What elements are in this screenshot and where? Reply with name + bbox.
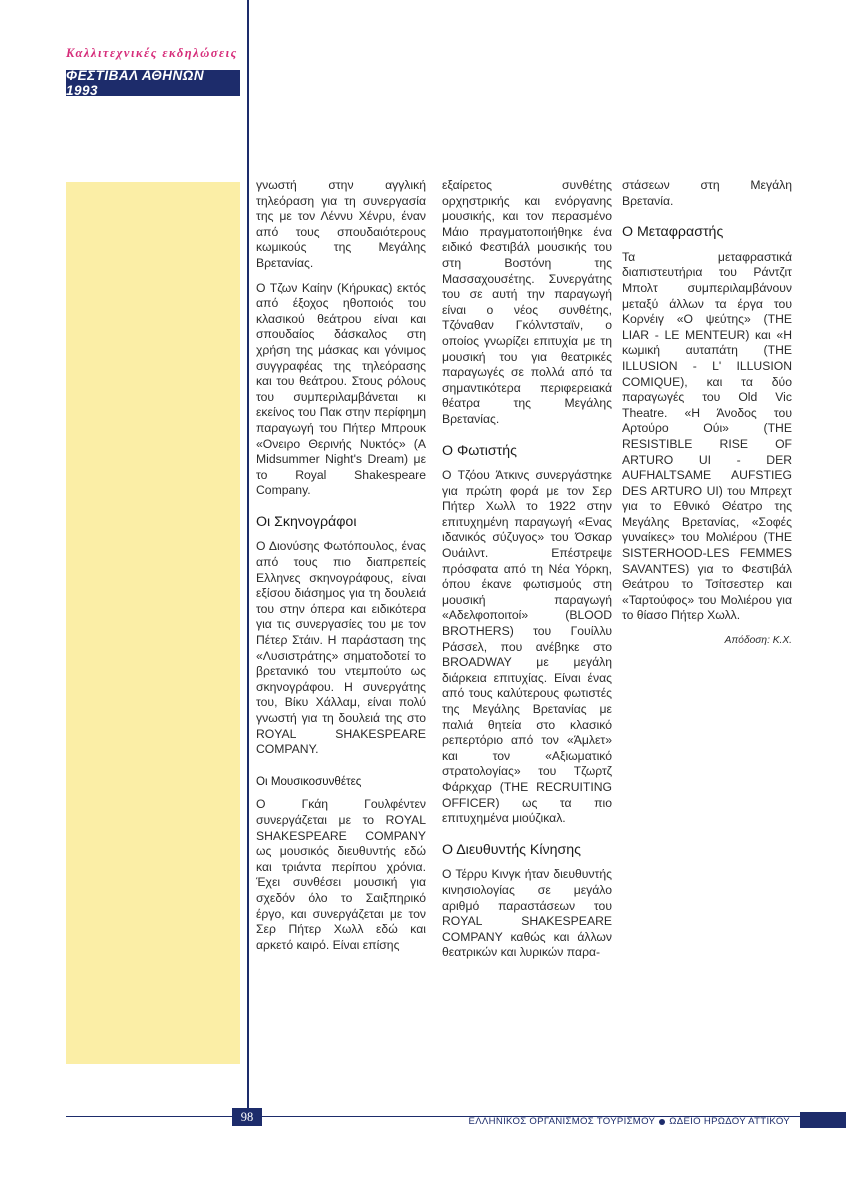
text-column-2	[442, 178, 612, 970]
credit-line: Απόδοση: Κ.Χ.	[724, 635, 792, 647]
paragraph: γνωστή στην αγγλική τηλεόραση για τη συνεργασία της με τον Λέννυ Χένρυ, έναν από τους σπουδαιότερους κωμικούς της Μεγάλης Βρετανίας.	[256, 178, 426, 270]
heading-composers: Οι Μουσικοσυνθέτες	[256, 774, 362, 788]
heading-lighting: Ο Φωτιστής	[442, 442, 518, 459]
text-column-1	[256, 178, 426, 962]
paragraph: Ο Τζόου Άτκινς συνεργάστηκε για πρώτη φορά με τον Σερ Πήτερ Χωλλ το 1922 στην επιτυχημένη παραγωγή «Ενας ιδανικός σύζυγος» του Όσκαρ Ουάιλντ. Επέστρεψε πρόσφατα από τη Νέα Υόρκη, όπου έκανε φωτισμούς στη μουσική παραγωγή «Αδελφοποιτοί» (BLOOD BROTHERS) του Γουίλλυ Ράσσελ, που ανέβηκε στο BROADWAY με μεγάλη διάρκεια επιτυχίας. Είναι ένας από τους καλύτερους φωτιστές της Μεγάλης Βρετανίας με παλιά θητεία στο κλασικό ρεπερτόριο από τον «Άμλετ» και τον «Αξιωματικό στρατολογίας» του Τζωρτζ Φάρκχαρ (THE RECRUITING OFFICER) ως τα πιο επιτυχημένα μιούζικαλ.	[442, 468, 612, 826]
paragraph: Ο Τζων Καίην (Κήρυκας) εκτός από έξοχος ηθοποιός του κλασικού θεάτρου είναι και σπουδαίος δάσκαλος στη χρήση της μάσκας και γόνιμος συγγραφέας της τηλεόρασης και του θεάτρου. Στους ρόλους του συμπεριλαμβάνεται κι εκείνος του Πακ στην περίφημη παραγωγή του Πήτερ Μπρουκ «Ονειρο Θερινής Νυκτός» (A Midsummer Night's Dream) με το Royal Shakespeare Company.	[256, 280, 426, 498]
heading-set-designers: Οι Σκηνογράφοι	[256, 513, 357, 530]
yellow-decor-strip	[66, 182, 240, 1064]
footer-venue: ΩΔΕΙΟ ΗΡΩΔΟΥ ΑΤΤΙΚΟΥ	[669, 1116, 790, 1127]
text-column-3	[622, 178, 792, 658]
paragraph: Τα μεταφραστικά διαπιστευτήρια του Ράντζιτ Μπολτ συμπεριλαμβάνουν μεταξύ άλλων τα έργα του Κορνέιγ «Ο ψεύτης» (THE LIAR - LE MENTEUR) και «Η κωμική αυταπάτη (THE ILLUSION - L' ILLUSION COMIQUE), και τα δύο παραγωγές του Old Vic Theatre. «Η Άνοδος του Αρτούρο Ούι» (THE RESISTIBLE RISE OF ARTURO UI - DER AUFHALTSAME AUFSTIEG DES ARTURO UI) του Μπρεχτ για το Εθνικό Θέατρο της Μεγάλης Βρετανίας, «Σοφές γυναίκες» του Μολιέρου (THE SISTERHOOD-LES FEMMES SAVANTES) για το Φεστιβάλ Θεάτρου το Τσίτσεστερ και «Ταρτούφος» του Μολιέρου για το θίασο Πήτερ Χωλλ.	[622, 249, 792, 623]
section-kicker: Καλλιτεχνικές εκδηλώσεις	[66, 46, 238, 60]
footer-text	[440, 1116, 790, 1127]
vertical-rule	[247, 0, 249, 1116]
paragraph: εξαίρετος συνθέτης ορχηστρικής και ενόργανης μουσικής, και τον περασμένο Μάιο πραγματοποιήθηκε ένα ειδικό Φεστιβάλ μουσικής του στη Βοστόνη της Μασσαχουσέτης. Συνεργάτης του σε αυτή την παραγωγή είναι ο νέος συνθέτης, Τζόναθαν Γκόλντσταϊν, ο οποίος γνωρίζει επιτυχία με τη μουσική του για θεατρικές παραγωγές σε πολλά από τα σημαντικότερα περιφερειακά θέατρα της Μεγάλης Βρετανίας.	[442, 178, 612, 426]
paragraph: Ο Διονύσης Φωτόπουλος, ένας από τους πιο διαπρεπείς Ελληνες σκηνογράφους, είναι εξίσου διάσημος για τη δουλειά του στην όπερα και ειδικότερα για τις συνεργασίες του με τον Πέτερ Στάιν. Η παράσταση της «Λυσιστράτης» σηματοδοτεί το βρετανικό του ντεμπούτο ως σκηνογράφου. Η συνεργάτης του, Βίκυ Χάλλαμ, είναι πολύ γνωστή για τη δουλειά της στο ROYAL SHAKESPEARE COMPANY.	[256, 539, 426, 757]
heading-translator: Ο Μεταφραστής	[622, 224, 724, 241]
heading-movement-director: Ο Διευθυντής Κίνησης	[442, 841, 582, 858]
festival-title-bar: ΦΕΣΤΙΒΑΛ ΑΘΗΝΩΝ 1993	[66, 70, 240, 96]
paragraph: Ο Τέρρυ Κινγκ ήταν διευθυντής κινησιολογίας σε μεγάλο αριθμό παραστάσεων του ROYAL SHAKESPEARE COMPANY καθώς και άλλων θεατρικών και λυρικών παρα-	[442, 867, 612, 960]
bullet-dot-icon	[659, 1119, 665, 1125]
paragraph: Ο Γκάη Γουλφέντεν συνεργάζεται με το ROYAL SHAKESPEARE COMPANY ως μουσικός διευθυντής εδώ και τριάντα περίπου χρόνια. Έχει συνθέσει μουσική για σχεδόν όλο το Σαιξπηρικό έργο, και συνεργάζεται με τον Σερ Πήτερ Χωλλ εδώ και αρκετό καιρό. Είναι επίσης	[256, 797, 426, 952]
footer-org: ΕΛΛΗΝΙΚΟΣ ΟΡΓΑΝΙΣΜΟΣ ΤΟΥΡΙΣΜΟΥ	[468, 1116, 656, 1127]
paragraph: στάσεων στη Μεγάλη Βρετανία.	[622, 178, 792, 208]
footer-corner-block	[800, 1112, 846, 1128]
page-number: 98	[232, 1108, 262, 1126]
